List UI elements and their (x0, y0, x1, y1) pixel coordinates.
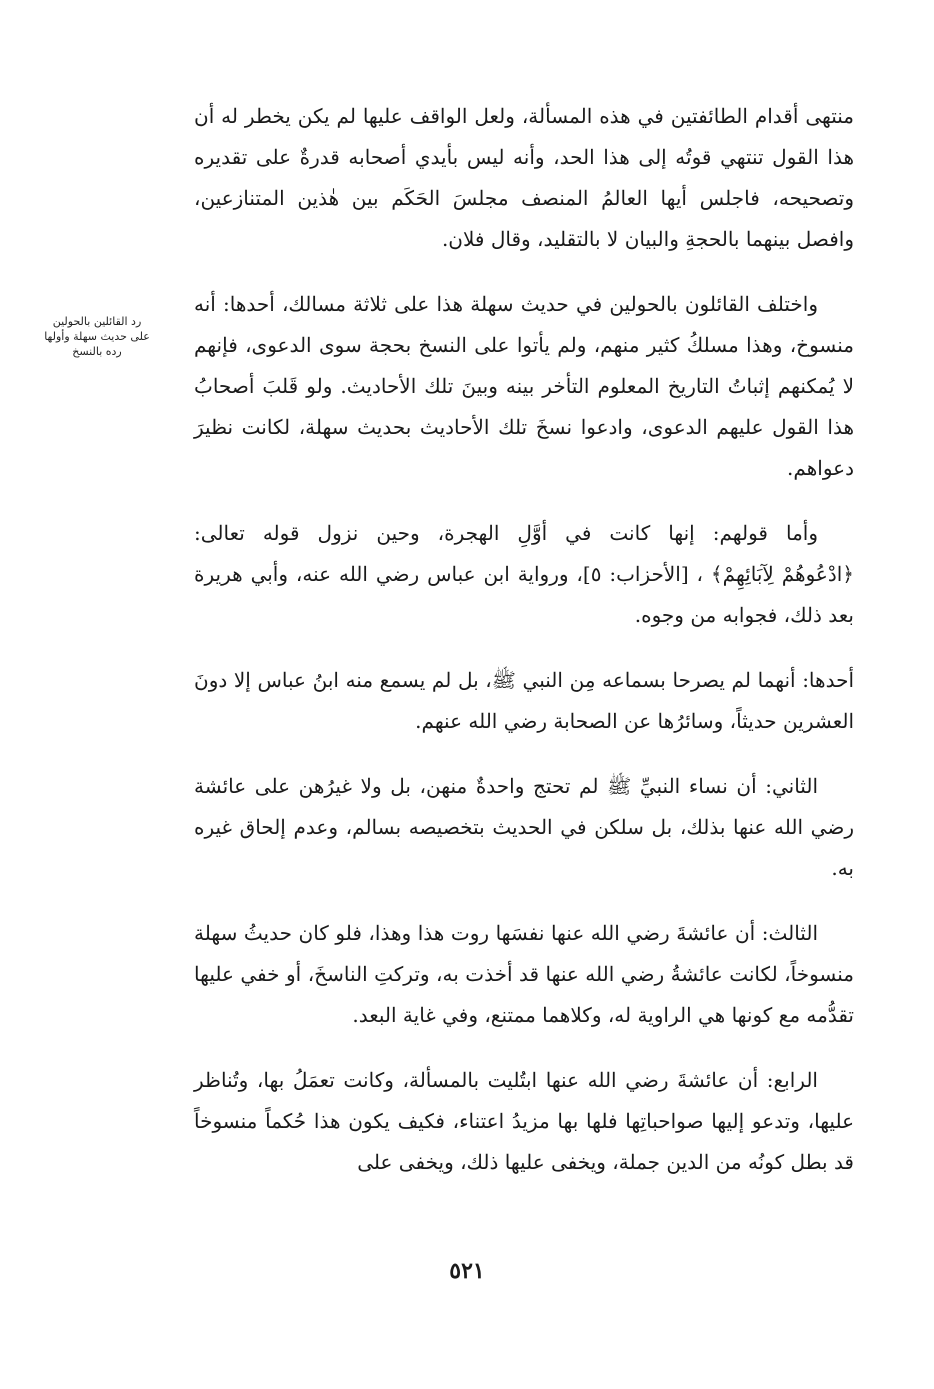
paragraph-text: ، [الأحزاب: ٥]، ورواية ابن عباس رضي الله عنه، وأبي هريرة بعد ذلك، فجوابه من وجوه. (194, 562, 854, 627)
margin-note (22, 314, 172, 359)
margin-note-line: رد القائلين بالحولين (52, 315, 142, 328)
margin-note-line: رده بالنسخ (72, 345, 122, 358)
paragraph-early-hijra (194, 513, 854, 636)
paragraph-fourth-reason: الرابع: أن عائشةَ رضي الله عنها ابتُليت بالمسألة، وكانت تعمَلُ بها، وتُناظر عليها، وتدعو إليها صواحباتِها فلها بها مزيدُ اعتناء، فكيف يكون هذا حُكماً منسوخاً قد بطل كونُه من الدين جملة، ويخفى عليها ذلك، ويخفى على (194, 1068, 854, 1174)
paragraph-first-reason: أحدها: أنهما لم يصرحا بسماعه مِن النبي ﷺ، بل لم يسمع منه ابنُ عباس إلا دونَ العشرين حديثاً، وسائرُها عن الصحابة رضي الله عنهم. (194, 668, 854, 733)
paragraph-abrogation-claim: واختلف القائلون بالحولين في حديث سهلة هذا على ثلاثة مسالك، أحدها: أنه منسوخ، وهذا مسلكُ كثير منهم، ولم يأتوا على النسخ بحجة سوى الدعوى، فإنهم لا يُمكنهم إثباتُ التاريخ المعلوم التأخر بينه وبينَ تلك الأحاديث. ولو قَلبَ أصحابُ هذا القول عليهم الدعوى، وادعوا نسخَ تلك الأحاديث بحديث سهلة، لكانت نظيرَ دعواهم. (194, 292, 854, 480)
paragraph-third-reason: الثالث: أن عائشةَ رضي الله عنها نفسَها روت هذا وهذا، فلو كان حديثُ سهلة منسوخاً، لكانت عائشةُ رضي الله عنها قد أخذت به، وتركتِ الناسخَ، أو خفي عليها تقدُّمه مع كونها هي الراوية له، وكلاهما ممتنع، وفي غاية البعد. (194, 921, 854, 1027)
margin-note-line: على حديث سهلة وأولها (44, 330, 150, 343)
page-number: ٥٢١ (449, 1258, 485, 1284)
paragraph-text: وأما قولهم: إنها كانت في أوَّلِ الهجرة، وحين نزول قوله تعالى: (194, 521, 818, 545)
quran-verse: ﴿ادْعُوهُمْ لِآبَائِهِمْ﴾ (710, 562, 855, 586)
paragraph-second-reason: الثاني: أن نساء النبيِّ ﷺ لم تحتج واحدةٌ منهن، بل ولا غيرُهن على عائشة رضي الله عنها بذلك، بل سلكن في الحديث بتخصيصه بسالم، وعدم إلحاق غيره به. (194, 774, 854, 880)
main-text-body (194, 96, 854, 1207)
paragraph-continuation: منتهى أقدام الطائفتين في هذه المسألة، ولعل الواقف عليها لم يكن يخطر له أن هذا القول تنتهي قوتُه إلى هذا الحد، وأنه ليس بأيدي أصحابه قدرةٌ على تقديره وتصحيحه، فاجلس أيها العالمُ المنصف مجلسَ الحَكَم بين هٰذين المتنازعين، وافصل بينهما بالحجةِ والبيان لا بالتقليد، وقال فلان. (194, 104, 854, 251)
